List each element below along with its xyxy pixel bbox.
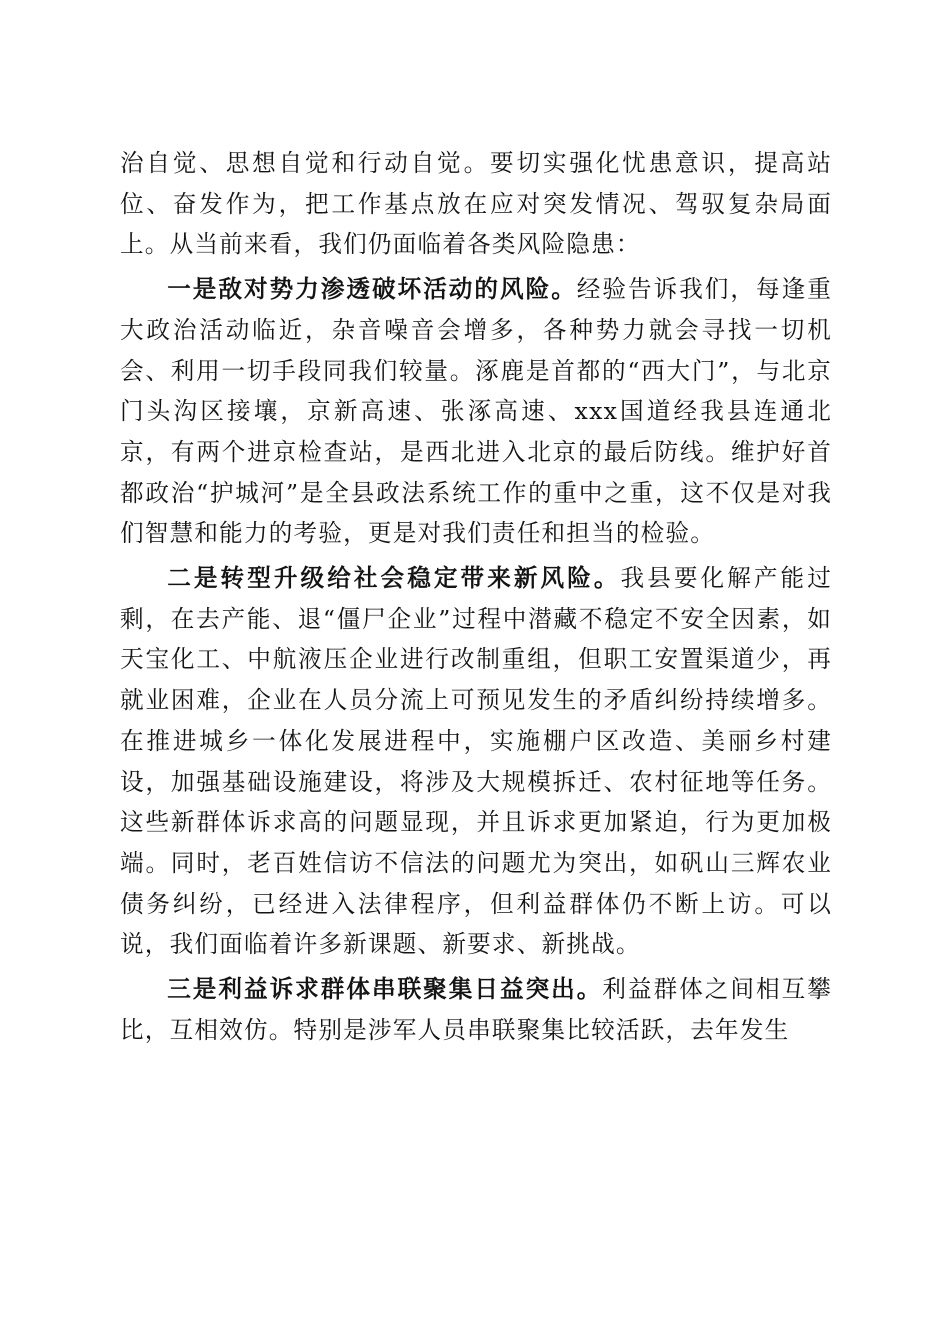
paragraph-risk-one (120, 269, 832, 554)
paragraph-text: 经验告诉我们，每逢重大政治活动临近，杂音噪音会增多，各种势力就会寻找一切机会、利用一切手段同我们较量。涿鹿是首都的“西大门”，与北京门头沟区接壤，京新高速、张涿高速、xxx国道经我县连通北京，有两个进京检查站，是西北进入北京的最后防线。维护好首都政治“护城河”是全县政法系统工作的重中之重，这不仅是对我们智慧和能力的考验，更是对我们责任和担当的检验。 (120, 275, 832, 548)
paragraph-risk-three (120, 969, 832, 1050)
paragraph-text: 我县要化解产能过剩，在去产能、退“僵尸企业”过程中潜藏不稳定不安全因素，如天宝化工、中航液压企业进行改制重组，但职工安置渠道少，再就业困难，企业在人员分流上可预见发生的矛盾纠纷持续增多。在推进城乡一体化发展进程中，实施棚户区改造、美丽乡村建设，加强基础设施建设，将涉及大规模拆迁、农村征地等任务。这些新群体诉求高的问题显现，并且诉求更加紧迫，行为更加极端。同时，老百姓信访不信法的问题尤为突出，如矾山三辉农业债务纠纷，已经进入法律程序，但利益群体仍不断上访。可以说，我们面临着许多新课题、新要求、新挑战。 (120, 564, 832, 959)
paragraph-risk-two (120, 558, 832, 965)
document-body (120, 143, 832, 1050)
paragraph-lead-heading: 一是敌对势力渗透破坏活动的风险。 (167, 275, 577, 304)
paragraph-lead-heading: 三是利益诉求群体串联聚集日益突出。 (167, 975, 603, 1004)
paragraph-continuation (120, 143, 832, 265)
paragraph-text: 治自觉、思想自觉和行动自觉。要切实强化忧患意识，提高站位、奋发作为，把工作基点放在应对突发情况、驾驭复杂局面上。从当前来看，我们仍面临着各类风险隐患： (120, 149, 832, 259)
paragraph-lead-heading: 二是转型升级给社会稳定带来新风险。 (167, 564, 621, 593)
paragraph-text: 利益群体之间相互攀比，互相效仿。特别是涉军人员串联聚集比较活跃，去年发生 (120, 975, 832, 1044)
